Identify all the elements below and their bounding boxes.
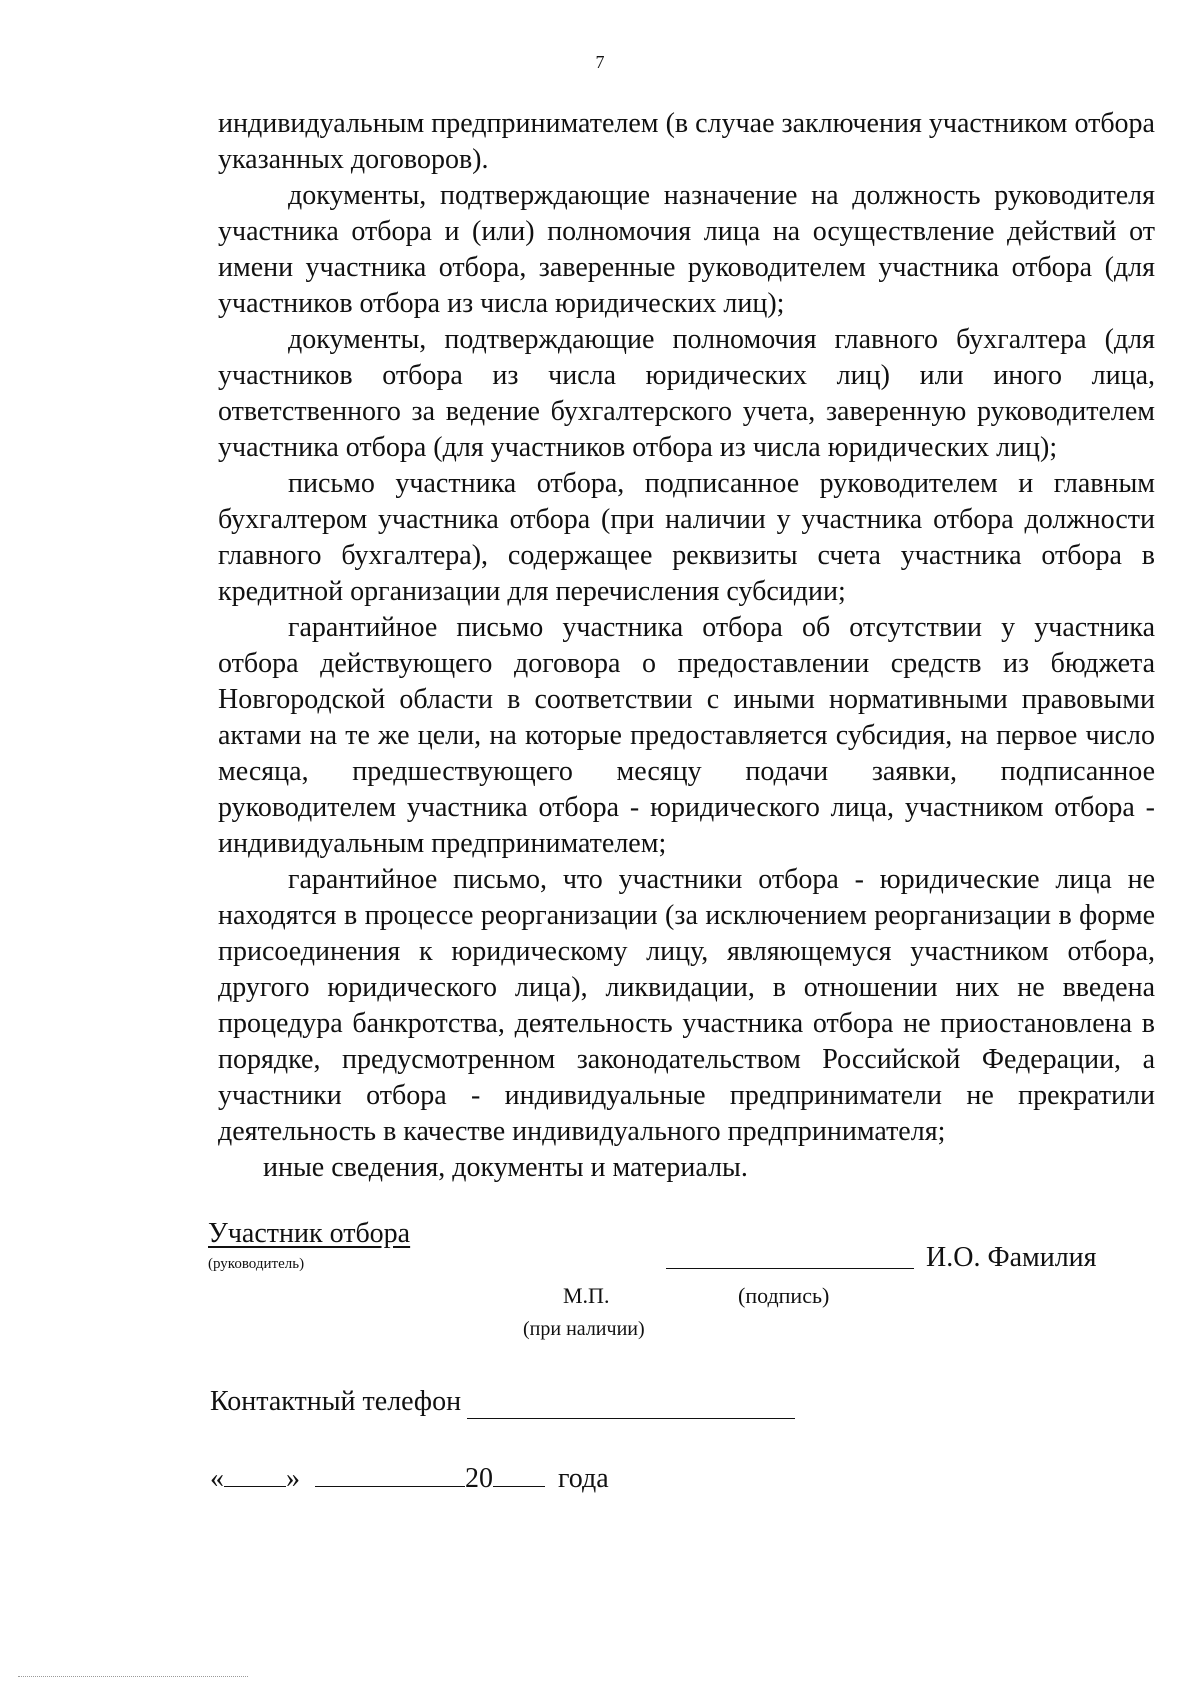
date-row bbox=[210, 1460, 609, 1496]
paragraph-accountant-documents: документы, подтверждающие полномочия главного бухгалтера (для участников отбора из числа юридических лиц) или иного лица, ответственного за ведение бухгалтерского учета, заверенную руководителем участника отбора (для участников отбора из числа юридических лиц); bbox=[218, 324, 1155, 463]
date-close-quote: » bbox=[286, 1463, 300, 1494]
stamp-label: М.П. bbox=[563, 1283, 610, 1308]
paragraph-guarantee-letter-no-agreement: гарантийное письмо участника отбора об отсутствии у участника отбора действующего договора о предоставлении средств из бюджета Новгородской области в соответствии с иными нормативными правовыми актами на те же цели, на которые предоставляется субсидия, на первое число месяца, предшествующего месяцу подачи заявки, подписанное руководителем участника отбора - юридического лица, участником отбора - индивидуальным предпринимателем; bbox=[218, 612, 1155, 859]
date-open-quote: « bbox=[210, 1463, 224, 1494]
contact-phone-line bbox=[467, 1418, 795, 1419]
date-month-blank bbox=[315, 1460, 465, 1487]
date-year-blank bbox=[493, 1460, 545, 1487]
paragraph-appointment-documents: документы, подтверждающие назначение на должность руководителя участника отбора и (или) полномочия лица на осуществление действий от имени участника отбора, заверенные руководителем участника отбора (для участников отбора из числа юридических лиц); bbox=[218, 180, 1155, 319]
signatory-name: И.О. Фамилия bbox=[926, 1242, 1097, 1273]
page-number: 7 bbox=[595, 52, 605, 72]
document-body bbox=[218, 106, 1155, 1186]
participant-role-note: (руководитель) bbox=[208, 1256, 305, 1272]
stamp-note: (при наличии) bbox=[523, 1318, 645, 1340]
paragraph-other-documents: иные сведения, документы и материалы. bbox=[263, 1152, 748, 1183]
paragraph-guarantee-letter-no-reorganization: гарантийное письмо, что участники отбора - юридические лица не находятся в процессе реорганизации (за исключением реорганизации в форме присоединения к юридическому лицу, являющемуся участником отбора, другого юридического лица), ликвидации, в отношении них не введена процедура банкротства, деятельность участника отбора не приостановлена в порядке, предусмотренном законодательством Российской Федерации, а участники отбора - индивидуальные предприниматели не прекратили деятельность в качестве индивидуального предпринимателя; bbox=[218, 864, 1155, 1147]
signature-line bbox=[666, 1268, 914, 1269]
paragraph-continuation: индивидуальным предпринимателем (в случае заключения участником отбора указанных договоров). bbox=[218, 108, 1155, 175]
paragraph-bank-details-letter: письмо участника отбора, подписанное руководителем и главным бухгалтером участника отбора (при наличии у участника отбора должности главного бухгалтера), содержащее реквизиты счета участника отбора в кредитной организации для перечисления субсидии; bbox=[218, 468, 1155, 607]
date-day-blank bbox=[224, 1460, 286, 1487]
date-year-prefix: 20 bbox=[465, 1463, 493, 1494]
signature-caption: (подпись) bbox=[738, 1283, 830, 1308]
contact-phone-label: Контактный телефон bbox=[210, 1386, 462, 1417]
scan-footer-mark bbox=[18, 1676, 248, 1677]
participant-label: Участник отбора bbox=[208, 1218, 411, 1249]
date-year-word: года bbox=[558, 1463, 609, 1494]
